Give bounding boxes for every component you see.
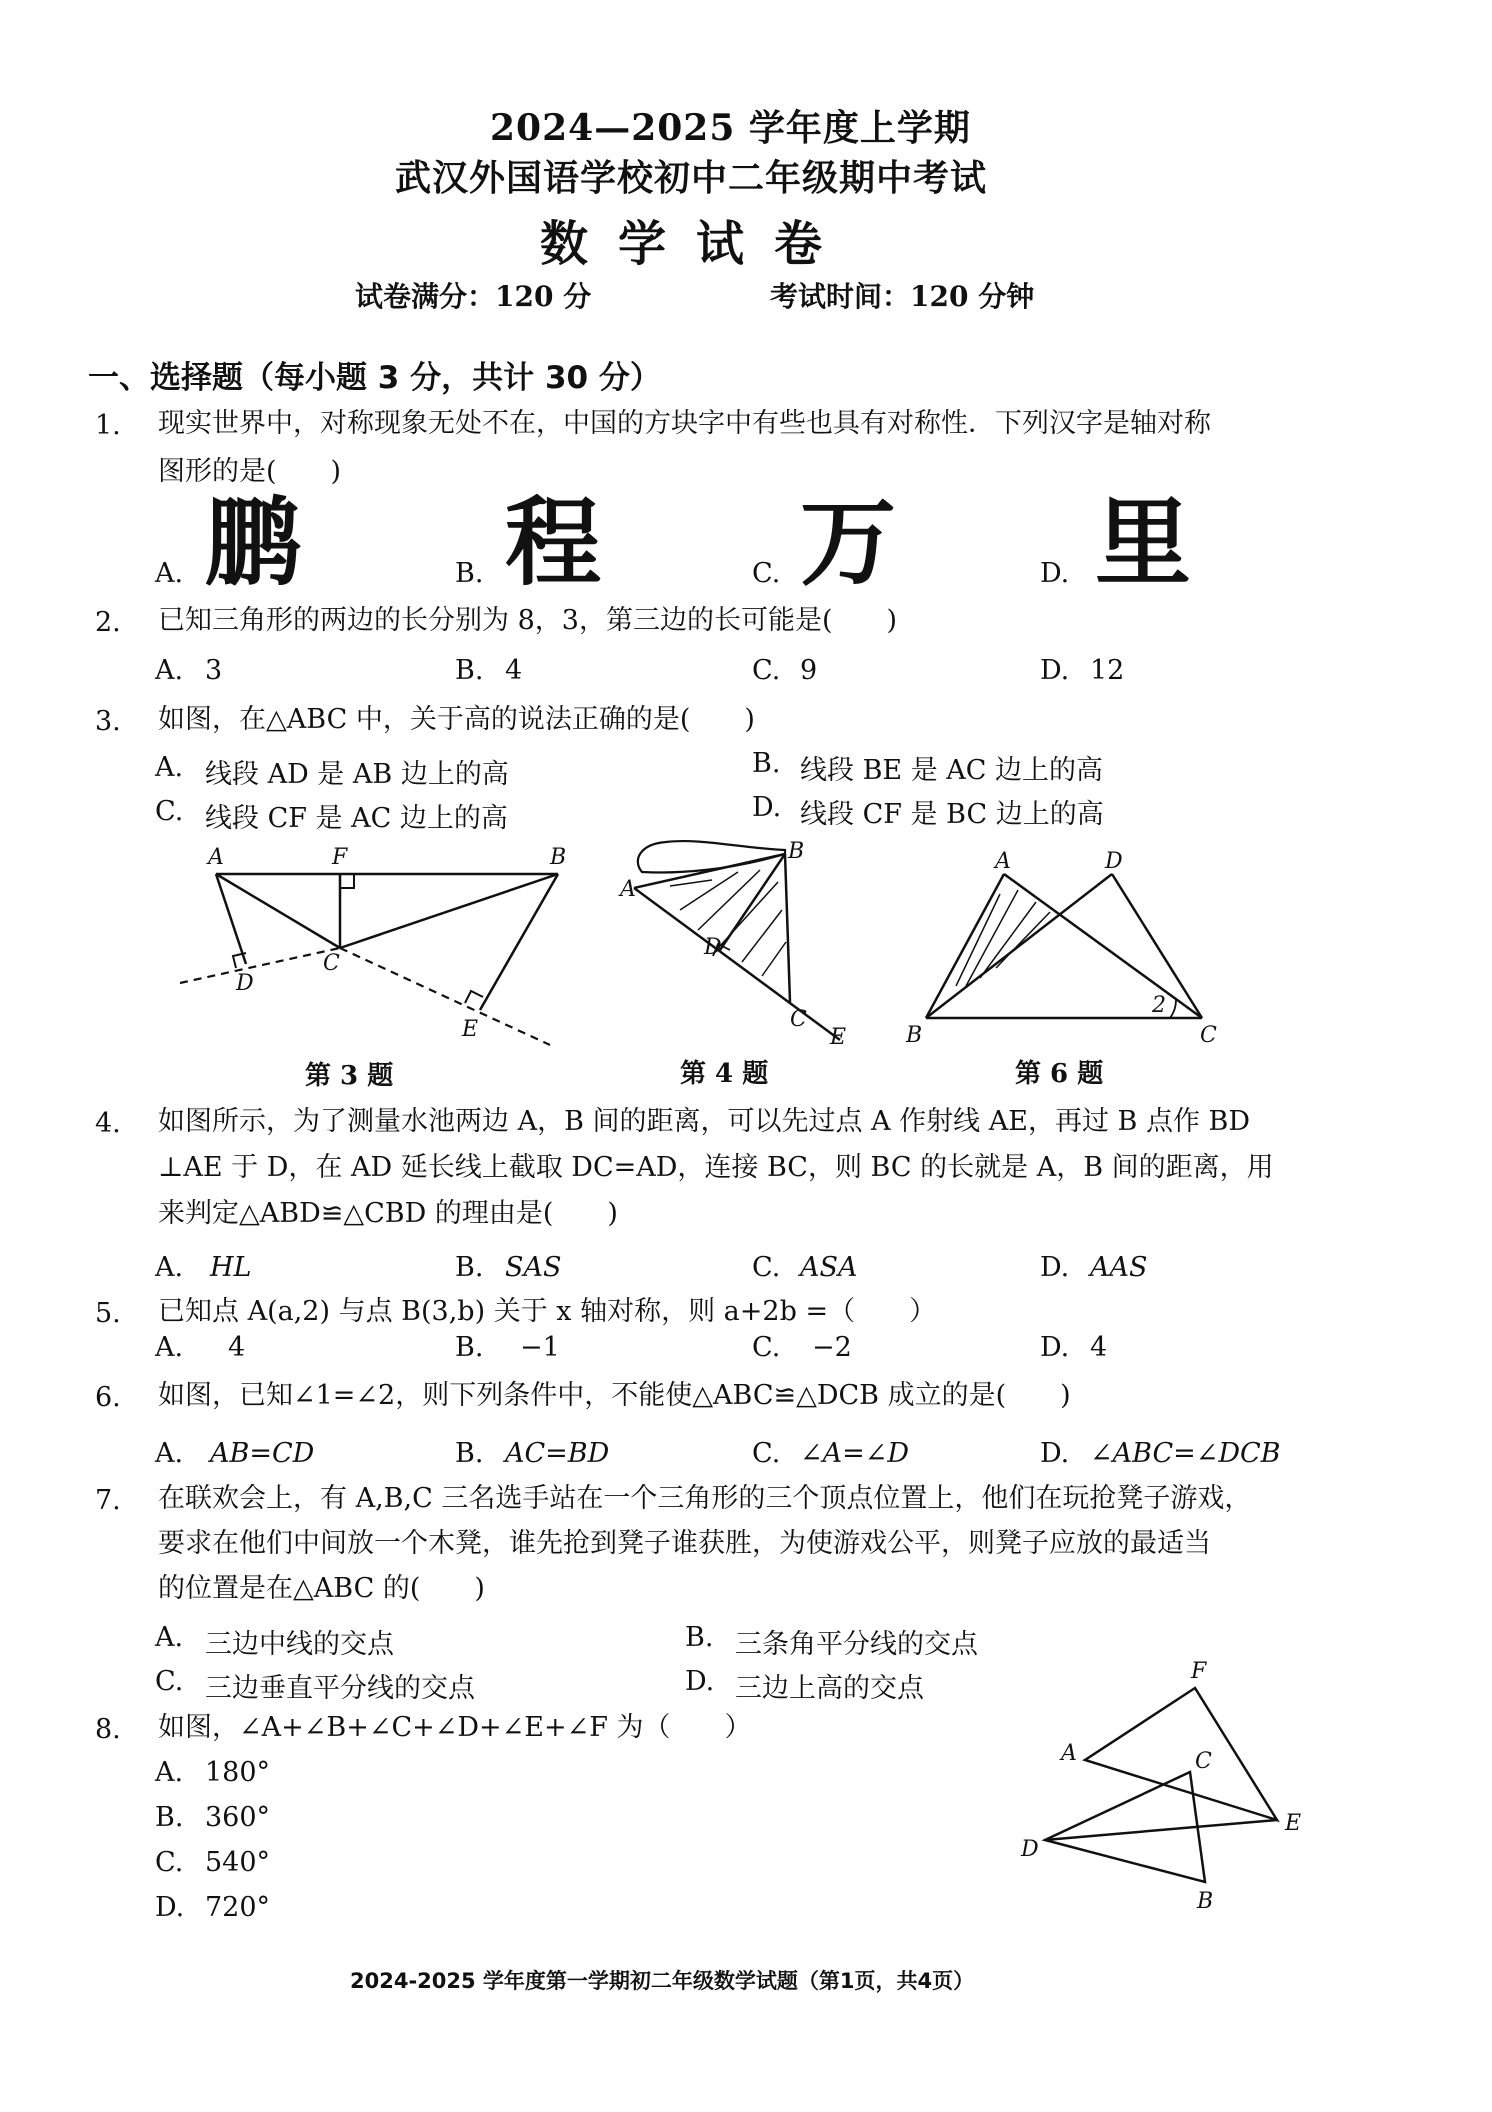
angle-label: 2 bbox=[1152, 993, 1166, 1018]
option-text: 线段 BE 是 AC 边上的高 bbox=[800, 755, 1104, 786]
question-number: 6. bbox=[95, 1382, 121, 1413]
figure-q4 bbox=[620, 830, 860, 1050]
option-label: C. bbox=[752, 558, 781, 589]
question-text-line: 已知点 A(a,2) 与点 B(3,b) 关于 x 轴对称，则 a+2b =（ ） bbox=[158, 1296, 937, 1327]
option-label: B. bbox=[455, 558, 484, 589]
option-label: B. bbox=[455, 655, 484, 686]
question-text-line: 在联欢会上，有 A,B,C 三名选手站在一个三角形的三个顶点位置上，他们在玩抢凳子游戏， bbox=[158, 1483, 1252, 1514]
option-label: D. bbox=[1040, 1252, 1070, 1283]
option-text: 12 bbox=[1090, 655, 1125, 686]
option-label: A. bbox=[155, 655, 184, 686]
point-label: B bbox=[788, 839, 805, 864]
option-label: C. bbox=[155, 1847, 184, 1878]
option-text: AB=CD bbox=[210, 1438, 315, 1469]
option-text: AAS bbox=[1090, 1252, 1148, 1283]
option-text: 三边中线的交点 bbox=[205, 1629, 394, 1660]
point-label: C bbox=[790, 1007, 807, 1032]
figure-caption-q3: 第 3 题 bbox=[305, 1061, 394, 1091]
figure-q6 bbox=[900, 850, 1230, 1050]
option-text: 3 bbox=[205, 655, 223, 686]
point-label: C bbox=[1195, 1749, 1212, 1774]
question-number: 7. bbox=[95, 1485, 121, 1516]
point-label: D bbox=[236, 971, 254, 996]
option-label: A. bbox=[155, 1252, 184, 1283]
option-label: B. bbox=[455, 1332, 484, 1363]
option-text: ASA bbox=[800, 1252, 858, 1283]
point-label: D bbox=[1105, 849, 1123, 874]
option-label: A. bbox=[155, 752, 184, 783]
question-text-line: 的位置是在△ABC 的( ) bbox=[158, 1573, 485, 1604]
option-label: C. bbox=[752, 1252, 781, 1283]
option-text: 线段 CF 是 BC 边上的高 bbox=[800, 799, 1104, 830]
figure-q3 bbox=[180, 840, 567, 1060]
question-text-line: 要求在他们中间放一个木凳，谁先抢到凳子谁获胜，为使游戏公平，则凳子应放的最适当 bbox=[158, 1528, 1211, 1559]
exam-subject-title: 数学试卷 bbox=[540, 216, 853, 272]
point-label: B bbox=[550, 845, 567, 870]
point-label: A bbox=[1061, 1741, 1077, 1766]
point-label: A bbox=[620, 877, 636, 902]
option-text: SAS bbox=[505, 1252, 562, 1283]
option-label: A. bbox=[155, 1332, 184, 1363]
option-label: C. bbox=[752, 1438, 781, 1469]
figure-caption-q6: 第 6 题 bbox=[1015, 1059, 1104, 1089]
option-text: 360° bbox=[205, 1802, 271, 1833]
question-number: 4. bbox=[95, 1108, 121, 1139]
question-number: 1. bbox=[95, 410, 121, 441]
option-text: 720° bbox=[205, 1892, 271, 1923]
option-text: 三边垂直平分线的交点 bbox=[205, 1673, 475, 1704]
option-text: HL bbox=[210, 1252, 252, 1283]
option-label: A. bbox=[155, 558, 184, 589]
option-text: 540° bbox=[205, 1847, 271, 1878]
option-label: D. bbox=[685, 1666, 715, 1697]
option-label: B. bbox=[685, 1622, 714, 1653]
option-label: D. bbox=[1040, 655, 1070, 686]
option-label: C. bbox=[752, 655, 781, 686]
full-score: 试卷满分：120 分 bbox=[355, 280, 592, 313]
question-text-line: 已知三角形的两边的长分别为 8，3，第三边的长可能是( ) bbox=[158, 605, 898, 636]
option-text: 线段 AD 是 AB 边上的高 bbox=[205, 759, 509, 790]
option-label: D. bbox=[155, 1892, 185, 1923]
option-label: A. bbox=[155, 1622, 184, 1653]
option-text: ∠A=∠D bbox=[800, 1438, 910, 1469]
option-label: D. bbox=[1040, 1332, 1070, 1363]
option-text: −2 bbox=[812, 1332, 852, 1363]
option-text: 9 bbox=[800, 655, 818, 686]
option-text: ∠ABC=∠DCB bbox=[1090, 1438, 1281, 1469]
question-number: 5. bbox=[95, 1298, 121, 1329]
option-label: D. bbox=[1040, 558, 1070, 589]
question-number: 3. bbox=[95, 706, 121, 737]
question-text-line: ⊥AE 于 D，在 AD 延长线上截取 DC=AD，连接 BC，则 BC 的长就是 A，B 间的距离，用 bbox=[158, 1152, 1274, 1183]
question-number: 2. bbox=[95, 607, 121, 638]
question-number: 8. bbox=[95, 1714, 121, 1745]
question-text-line: 如图所示，为了测量水池两边 A，B 间的距离，可以先过点 A 作射线 AE，再过 B 点作 BD bbox=[158, 1106, 1251, 1137]
option-label: C. bbox=[155, 796, 184, 827]
option-label: C. bbox=[752, 1332, 781, 1363]
question-text-line: 现实世界中，对称现象无处不在，中国的方块字中有些也具有对称性．下列汉字是轴对称 bbox=[158, 408, 1211, 439]
option-text: 三条角平分线的交点 bbox=[735, 1629, 978, 1660]
option-label: A. bbox=[155, 1438, 184, 1469]
option-text: 4 bbox=[505, 655, 523, 686]
point-label: A bbox=[995, 849, 1011, 874]
option-character: 里 bbox=[1095, 487, 1191, 599]
option-character: 程 bbox=[505, 487, 601, 599]
option-label: D. bbox=[1040, 1438, 1070, 1469]
section-title-choice: 一、选择题（每小题 3 分，共计 30 分） bbox=[88, 360, 661, 396]
point-label: B bbox=[1197, 1889, 1214, 1914]
option-character: 万 bbox=[800, 487, 896, 599]
question-text-line: 如图，∠A+∠B+∠C+∠D+∠E+∠F 为（ ） bbox=[158, 1712, 752, 1743]
point-label: E bbox=[462, 1017, 479, 1042]
option-text: 180° bbox=[205, 1757, 271, 1788]
option-text: 三边上高的交点 bbox=[735, 1673, 924, 1704]
question-text-line: 来判定△ABD≌△CBD 的理由是( ) bbox=[158, 1198, 618, 1229]
point-label: F bbox=[1191, 1659, 1207, 1684]
option-text: 线段 CF 是 AC 边上的高 bbox=[205, 803, 508, 834]
question-text-line: 图形的是( ) bbox=[158, 456, 342, 487]
option-text: 4 bbox=[1090, 1332, 1108, 1363]
point-label: B bbox=[906, 1023, 923, 1048]
point-label: D bbox=[1021, 1837, 1039, 1862]
option-text: 4 bbox=[228, 1332, 246, 1363]
exam-school-title: 武汉外国语学校初中二年级期中考试 bbox=[395, 157, 988, 199]
point-label: E bbox=[1285, 1811, 1302, 1836]
point-label: E bbox=[830, 1025, 847, 1050]
point-label: C bbox=[1200, 1023, 1217, 1048]
option-label: B. bbox=[155, 1802, 184, 1833]
point-label: D bbox=[704, 935, 722, 960]
page-footer: 2024-2025 学年度第一学期初二年级数学试题（第1页，共4页） bbox=[350, 1969, 975, 1993]
option-label: B. bbox=[455, 1438, 484, 1469]
option-text: −1 bbox=[520, 1332, 560, 1363]
option-label: B. bbox=[455, 1252, 484, 1283]
option-character: 鹏 bbox=[205, 487, 301, 599]
exam-time: 考试时间：120 分钟 bbox=[770, 280, 1035, 313]
point-label: C bbox=[323, 951, 340, 976]
option-text: AC=BD bbox=[505, 1438, 610, 1469]
question-text-line: 如图，已知∠1=∠2，则下列条件中，不能使△ABC≌△DCB 成立的是( ) bbox=[158, 1380, 1071, 1411]
figure-caption-q4: 第 4 题 bbox=[680, 1059, 769, 1089]
question-text-line: 如图，在△ABC 中，关于高的说法正确的是( ) bbox=[158, 704, 755, 735]
figure-q8 bbox=[1015, 1660, 1315, 1920]
option-label: A. bbox=[155, 1757, 184, 1788]
point-label: F bbox=[332, 845, 348, 870]
option-label: B. bbox=[752, 748, 781, 779]
point-label: A bbox=[208, 845, 224, 870]
exam-year-title: 2024—2025 学年度上学期 bbox=[490, 107, 971, 149]
option-label: C. bbox=[155, 1666, 184, 1697]
option-label: D. bbox=[752, 792, 782, 823]
